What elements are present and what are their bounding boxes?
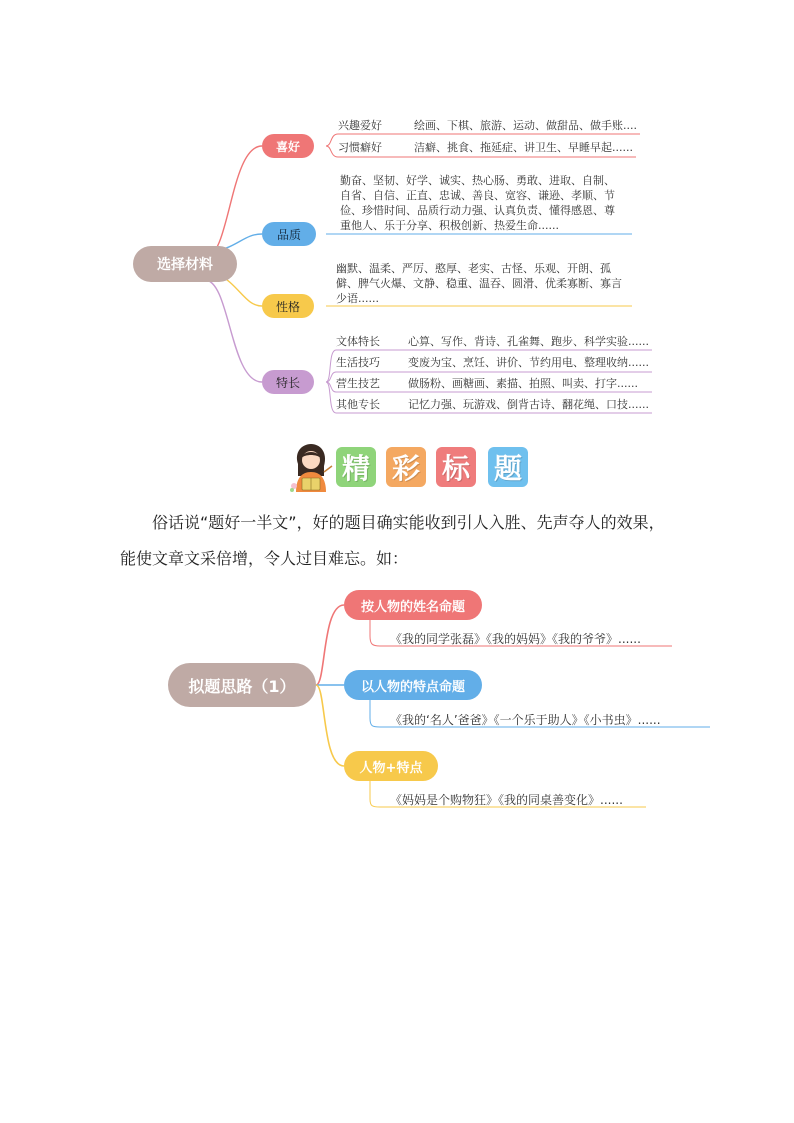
- branch-specialty: [262, 370, 314, 394]
- intro-line-2: 能使文章文采倍增，令人过目难忘。如：: [120, 549, 409, 568]
- mindmap2-root-label: 拟题思路（1）: [188, 676, 296, 696]
- quality-line-1: 勤奋、坚韧、好学、诚实、热心肠、勇敢、进取、自制、: [340, 174, 615, 187]
- mindmap2-root-node: [168, 663, 316, 707]
- branch-trait-title: [344, 670, 482, 700]
- mindmap1-root-label: 选择材料: [157, 257, 213, 273]
- specialty-item-3-key: 营生技艺: [336, 377, 380, 390]
- branch-person-trait-example: 《妈妈是个购物狂》《我的同桌善变化》......: [390, 793, 623, 807]
- connector-hobby: [205, 146, 262, 258]
- hobby-item-2-value: 洁癖、挑食、拖延症、讲卫生、早睡早起......: [414, 141, 633, 154]
- branch-quality: [262, 222, 316, 246]
- quality-text: [340, 173, 615, 233]
- heading-char-3: 标: [436, 447, 476, 487]
- branch-name-title-example: 《我的同学张磊》《我的妈妈》《我的爷爷》......: [390, 632, 641, 646]
- personality-line-2: 僻、脾气火爆、文静、稳重、温吞、圆滑、优柔寡断、寡言: [336, 277, 622, 290]
- specialty-item-2-value: 变废为宝、烹饪、讲价、节约用电、整理收纳......: [408, 356, 649, 369]
- specialty-item-1-key: 文体特长: [336, 335, 380, 348]
- mindmap1-root-node: [133, 246, 237, 282]
- hobby-item-2-key: 习惯癖好: [338, 141, 382, 154]
- branch-trait-title-label: 以人物的特点命题: [360, 679, 465, 695]
- girl-reading-icon: [288, 442, 334, 494]
- branch-hobby: [262, 134, 314, 158]
- specialty-item-4-value: 记忆力强、玩游戏、倒背古诗、翻花绳、口技......: [408, 398, 649, 411]
- connector-branch-1: [316, 605, 344, 685]
- personality-line-3: 少语......: [336, 292, 379, 305]
- branch-personality-label: 性格: [275, 299, 300, 314]
- branch-specialty-label: 特长: [275, 375, 300, 390]
- specialty-item-4-key: 其他专长: [336, 398, 380, 411]
- personality-line-1: 幽默、温柔、严厉、憨厚、老实、古怪、乐观、开朗、孤: [336, 262, 611, 275]
- branch-person-trait-label: 人物+特点: [359, 760, 423, 776]
- branch-name-title: [344, 590, 482, 620]
- branch-name-title-label: 按人物的姓名命题: [360, 599, 465, 615]
- branch-personality: [262, 294, 314, 318]
- specialty-item-2-key: 生活技巧: [336, 356, 380, 369]
- personality-text: [336, 261, 622, 306]
- connector-branch-3: [316, 685, 344, 766]
- specialty-item-1-value: 心算、写作、背诗、孔雀舞、跑步、科学实验......: [408, 335, 649, 348]
- branch-trait-title-example: 《我的‘名人’爸爸》《一个乐于助人》《小书虫》......: [390, 713, 661, 727]
- branch-quality-label: 品质: [276, 227, 301, 242]
- branch-person-trait: [344, 751, 438, 781]
- quality-line-2: 自省、自信、正直、忠诚、善良、宽容、谦逊、孝顺、节: [340, 189, 615, 202]
- intro-line-1: 俗话说“题好一半文”，好的题目确实能收到引人入胜、先声夺人的效果，: [152, 513, 665, 532]
- heading-char-1: 精: [336, 447, 376, 487]
- hobby-item-1-key: 兴趣爱好: [338, 119, 382, 132]
- heading-char-2: 彩: [386, 447, 426, 487]
- quality-line-4: 重他人、乐于分享、积极创新、热爱生命......: [340, 219, 559, 232]
- connector-specialty: [205, 280, 262, 382]
- hobby-item-1-value: 绘画、下棋、旅游、运动、做甜品、做手账....: [414, 119, 637, 132]
- heading-char-4: 题: [488, 447, 528, 487]
- branch-hobby-label: 喜好: [275, 139, 300, 154]
- quality-line-3: 俭、珍惜时间、品质行动力强、认真负责、懂得感恩、尊: [340, 204, 615, 217]
- specialty-item-3-value: 做肠粉、画糖画、素描、拍照、叫卖、打字......: [408, 377, 638, 390]
